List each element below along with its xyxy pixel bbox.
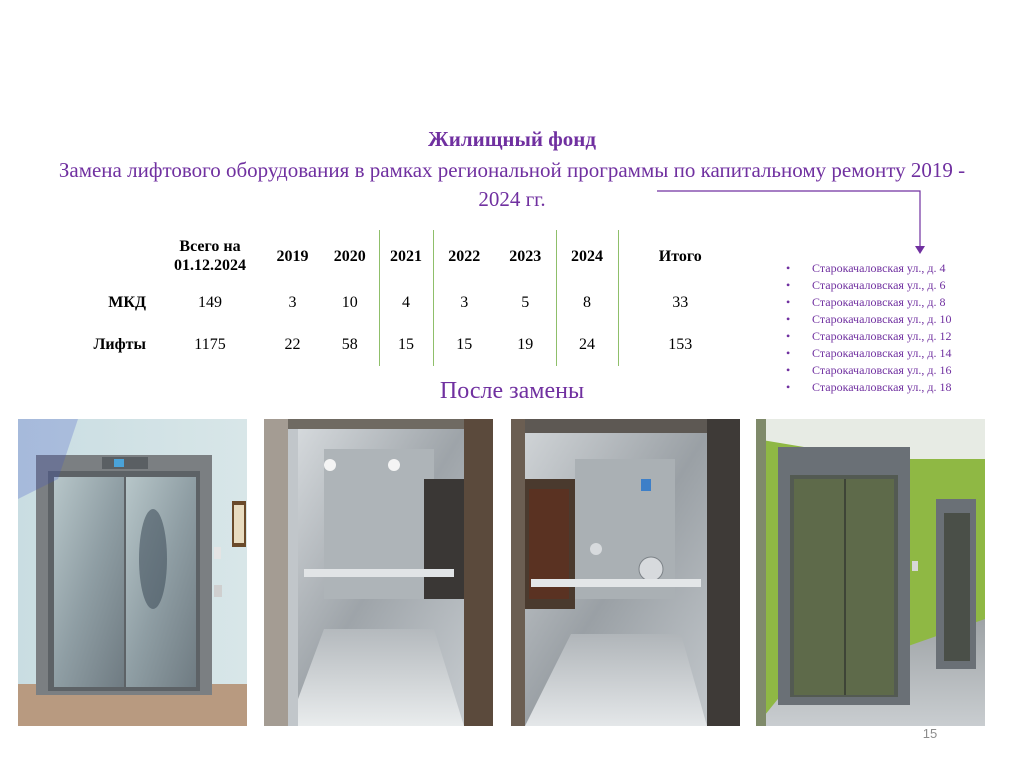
table-header-cell: 2020 [333,247,366,265]
list-item: • Старокачаловская ул., д. 4 [786,260,952,277]
table-cell: 10 [341,294,358,311]
slide-title: Жилищный фонд [427,127,597,151]
photo-elevator-doors-hall [756,419,985,726]
list-item: • Старокачаловская ул., д. 14 [786,345,952,362]
row-label: МКД [108,294,146,311]
table-cell: 24 [556,324,618,366]
list-item: • Старокачаловская ул., д. 8 [786,294,952,311]
list-item: • Старокачаловская ул., д. 18 [786,379,952,396]
row-label: Лифты [93,336,146,353]
table-cell: 149 [198,294,222,311]
table-header-cell: 2021 [379,230,433,282]
table-cell: 8 [556,282,618,324]
list-item: • Старокачаловская ул., д. 12 [786,328,952,345]
table-cell: 15 [433,324,495,366]
table-header-cell: Всего на 01.12.2024 [174,238,246,274]
list-item: • Старокачаловская ул., д. 10 [786,311,952,328]
photo-elevator-door-frosted [18,419,247,726]
table-header-cell: Итого [618,230,742,282]
table-header-cell: 2024 [556,230,618,282]
photo-elevator-cabin-2 [511,419,740,726]
table-cell: 4 [379,282,433,324]
table-row [62,324,742,366]
table-header-row [62,230,742,282]
table-cell: 1175 [194,336,226,353]
table-cell: 3 [288,294,297,311]
table-cell: 58 [341,336,358,353]
table-cell: 33 [618,282,742,324]
table-cell: 22 [284,336,301,353]
lift-replacement-table [62,230,742,366]
table-cell: 5 [521,294,530,311]
table-cell: 15 [379,324,433,366]
slide-subtitle: Замена лифтового оборудования в рамках региональной программы по капитальному ремонту 2019 - 2024 гг. [58,158,966,211]
table-cell: 19 [517,336,534,353]
table-cell: 153 [618,324,742,366]
list-item: • Старокачаловская ул., д. 6 [786,277,952,294]
table-row [62,282,742,324]
page-number: 15 [922,726,938,741]
table-header-cell: 2019 [276,247,309,265]
photo-elevator-cabin-1 [264,419,493,726]
table-header-cell: 2022 [433,230,495,282]
after-replacement-label: После замены [439,378,585,404]
table-header-cell: 2023 [509,247,542,265]
list-item: • Старокачаловская ул., д. 16 [786,362,952,379]
table-header-cell [62,230,156,282]
table-cell: 3 [433,282,495,324]
